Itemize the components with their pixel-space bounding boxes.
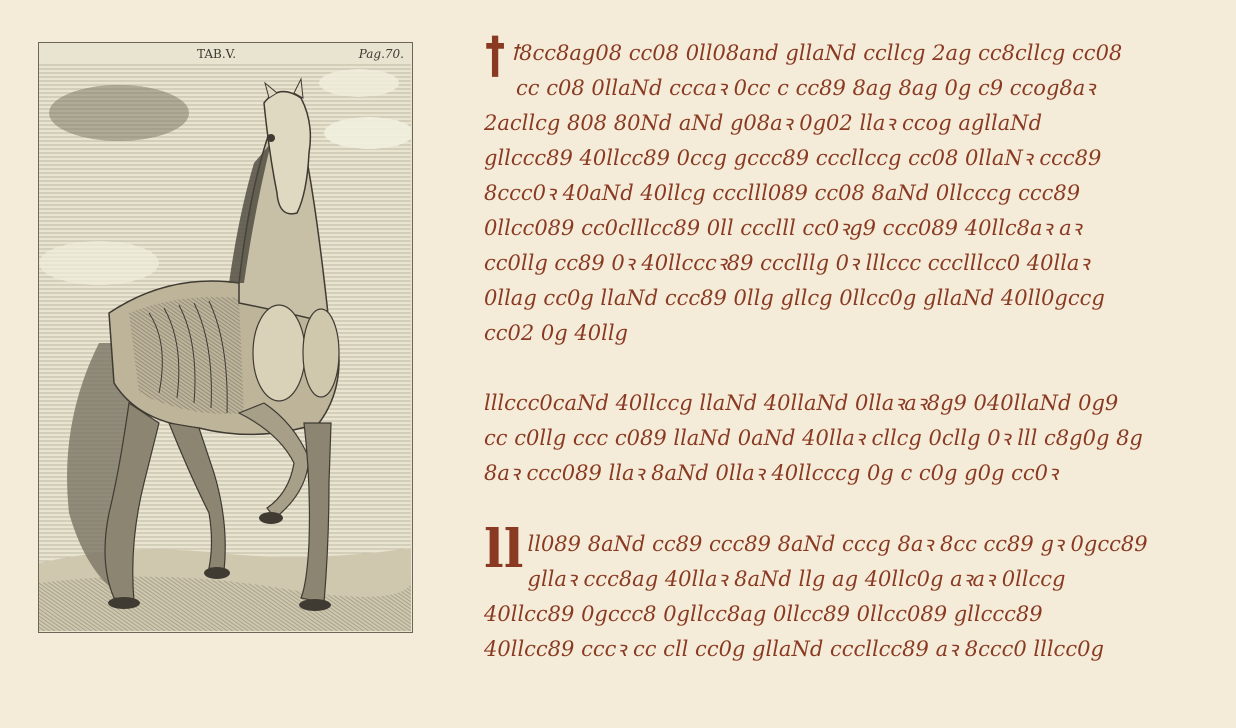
text-line: gllccc89 40llcc89 0ccg gccc89 cccllccg cc08 0llaNꝛ ccc89 [484, 146, 1102, 170]
text-line: 0llag cc0g llaNd ccc89 0llg gllcg 0llcc0g gllaNd 40ll0gccg [484, 286, 1105, 310]
paragraph-2 [484, 386, 1214, 491]
text-line: 40llcc89 0gccc8 0gllcc8ag 0llcc89 0llcc089 gllccc89 [484, 602, 1043, 626]
text-line: 2acllcg 808 80Nd aNd g08aꝛ 0g02 llaꝛ ccog agllaNd [484, 111, 1043, 135]
text-line: lllccc0caNd 40llccg llaNd 40llaNd 0llaꝛaꝛ8g9 040llaNd 0g9 [484, 391, 1119, 415]
horse-engraving [39, 43, 411, 631]
engraving-plate [38, 42, 413, 633]
text-line: ꝉ8cc8ag08 cc08 0ll08and gllaNd ccllcg 2ag cc8cllcg cc08 [510, 41, 1123, 65]
paragraph-1 [484, 28, 1214, 351]
plate-tab-label: TAB.V. [197, 47, 237, 61]
dropcap-3: ll [484, 519, 524, 580]
text-line: ll089 8aNd cc89 ccc89 8aNd cccg 8aꝛ 8cc cc89 gꝛ 0gcc89 [527, 532, 1148, 556]
paragraph-3 [484, 519, 1214, 667]
text-line: cc0llg cc89 0ꝛ 40llcccꝛ89 ccclllg 0ꝛ lllccc ccclllcc0 40llaꝛ [484, 251, 1090, 275]
text-line: 8aꝛ ccc089 llaꝛ 8aNd 0llaꝛ 40llcccg 0g c c0g g0g cc0ꝛ [484, 461, 1058, 485]
text-line: 8ccc0ꝛ 40aNd 40llcg ccclll089 cc08 8aNd 0llcccg ccc89 [484, 181, 1081, 205]
dropcap-1: ꝉ [484, 28, 507, 89]
text-line: cc c08 0llaNd cccaꝛ 0cc c cc89 8ag 8ag 0g c9 ccog8aꝛ [516, 76, 1096, 100]
text-line: 40llcc89 cccꝛ cc cll cc0g gllaNd cccllcc89 aꝛ 8ccc0 lllcc0g [484, 637, 1104, 661]
text-line: cc02 0g 40llg [484, 321, 628, 345]
manuscript-text [484, 28, 1214, 667]
text-line: cc c0llg ccc c089 llaNd 0aNd 40llaꝛ cllcg 0cllg 0ꝛ lll c8g0g 8g [484, 426, 1143, 450]
text-line: 0llcc089 cc0clllcc89 0ll ccclll cc0ꝛg9 ccc089 40llc8aꝛ aꝛ [484, 216, 1082, 240]
plate-page-label: Pag.70. [358, 47, 404, 61]
text-line: gllaꝛ ccc8ag 40llaꝛ 8aNd llg ag 40llc0g aꝛaꝛ 0llccg [527, 567, 1066, 591]
